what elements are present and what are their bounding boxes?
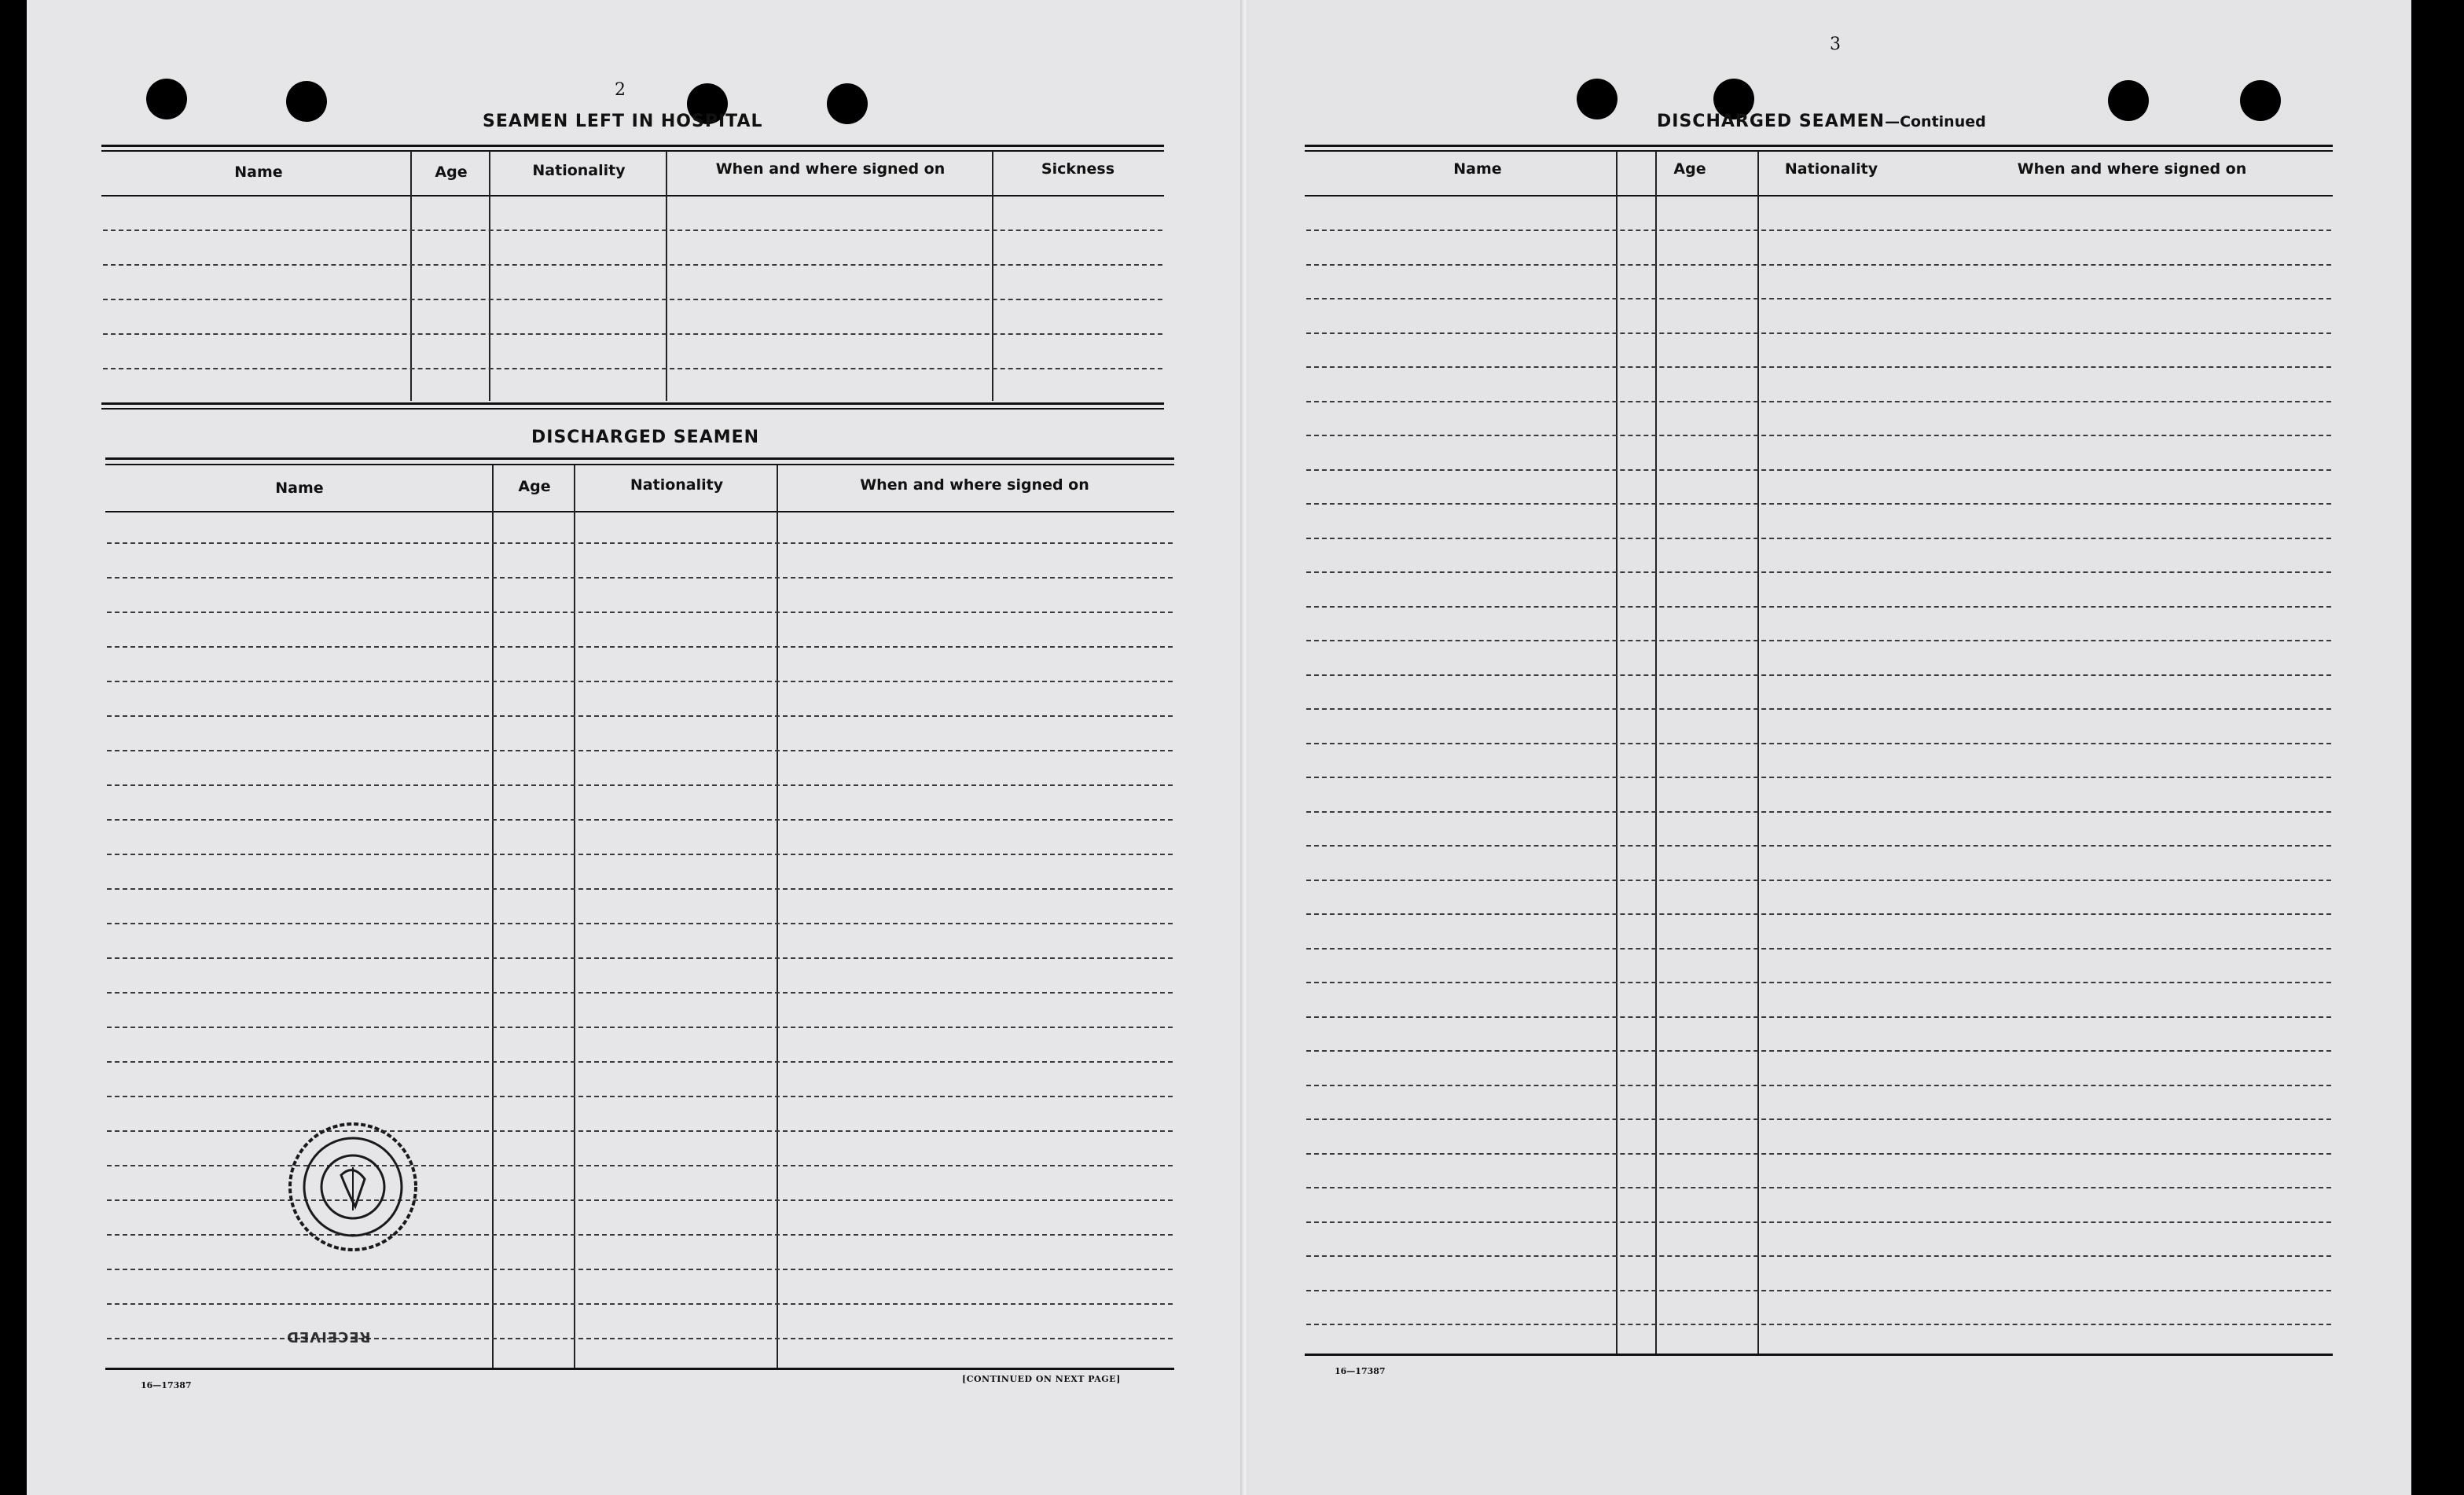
hospital-col-signed: When and where signed on: [715, 160, 946, 178]
hospital-col-nationality: Nationality: [532, 162, 626, 179]
right-col-nationality: Nationality: [1784, 160, 1878, 178]
row-line: [1306, 1187, 2331, 1188]
row-line: [1306, 708, 2331, 710]
hospital-col-divider: [992, 151, 993, 401]
right-col-signed: When and where signed on: [2017, 160, 2247, 178]
row-line: [1306, 1255, 2331, 1257]
row-line: [107, 854, 1173, 855]
discharged-top-rule-2: [105, 464, 1174, 465]
discharged-col-name: Name: [275, 479, 324, 497]
discharged-col-divider: [492, 465, 494, 1368]
form-number: 16—17387: [141, 1380, 192, 1390]
row-line: [1306, 1221, 2331, 1223]
row-line: [1306, 1050, 2331, 1052]
row-line: [1306, 264, 2331, 266]
right-col-age: Age: [1673, 160, 1706, 178]
discharged-bottom-rule: [105, 1368, 1174, 1370]
discharged-col-age: Age: [518, 478, 551, 495]
right-title-continued: —Continued: [1885, 113, 1986, 130]
right-header-rule: [1305, 195, 2333, 197]
row-line: [103, 230, 1162, 231]
row-line: [1306, 845, 2331, 847]
row-line: [1306, 538, 2331, 539]
hospital-top-rule: [101, 145, 1164, 147]
bleed-through: [1009, 920, 1245, 939]
punch-hole: [827, 83, 868, 124]
hospital-top-rule-2: [101, 150, 1164, 152]
row-line: [1306, 469, 2331, 471]
row-line: [107, 1234, 1173, 1236]
page-number: 2: [615, 80, 626, 100]
discharged-header-rule: [105, 511, 1174, 512]
row-line: [1306, 1324, 2331, 1325]
right-col-divider: [1757, 151, 1759, 1354]
row-line: [1306, 1118, 2331, 1120]
row-line: [1306, 948, 2331, 950]
row-line: [107, 1096, 1173, 1097]
received-stamp: [286, 1120, 420, 1254]
row-line: [107, 681, 1173, 682]
row-line: [1306, 332, 2331, 334]
row-line: [107, 819, 1173, 821]
row-line: [1306, 503, 2331, 505]
hospital-col-divider: [410, 151, 412, 401]
row-line: [1306, 606, 2331, 608]
row-line: [1306, 1153, 2331, 1155]
hospital-col-divider: [489, 151, 490, 401]
row-line: [1306, 811, 2331, 813]
hospital-col-age: Age: [435, 163, 468, 181]
row-line: [107, 1130, 1173, 1132]
right-title: [1657, 112, 1986, 131]
hospital-col-name: Name: [234, 163, 283, 181]
row-line: [107, 1338, 1173, 1339]
hospital-col-divider: [666, 151, 667, 401]
row-line: [107, 888, 1173, 890]
punch-hole: [2108, 80, 2149, 121]
right-top-rule-2: [1305, 150, 2333, 152]
punch-hole: [1577, 79, 1618, 119]
punch-hole: [146, 79, 187, 119]
row-line: [1306, 674, 2331, 676]
row-line: [107, 957, 1173, 959]
row-line: [1306, 777, 2331, 778]
hospital-title: SEAMEN LEFT IN HOSPITAL: [483, 112, 763, 131]
stamp-label: RECEIVED: [286, 1328, 371, 1345]
row-line: [1306, 571, 2331, 573]
row-line: [1306, 640, 2331, 641]
form-number: 16—17387: [1335, 1366, 1386, 1376]
right-title-main: DISCHARGED SEAMEN: [1657, 112, 1886, 131]
hospital-header-rule: [101, 195, 1164, 197]
row-line: [103, 333, 1162, 335]
right-bottom-rule: [1305, 1354, 2333, 1356]
row-line: [1306, 366, 2331, 368]
hospital-col-sickness: Sickness: [1041, 160, 1115, 178]
discharged-col-divider: [574, 465, 575, 1368]
row-line: [107, 750, 1173, 751]
right-col-name: Name: [1453, 160, 1502, 178]
row-line: [107, 646, 1173, 648]
row-line: [107, 715, 1173, 717]
left-page: [27, 0, 1245, 1495]
discharged-col-divider: [777, 465, 778, 1368]
row-line: [107, 612, 1173, 613]
row-line: [1306, 1085, 2331, 1086]
row-line: [103, 264, 1162, 266]
right-top-rule: [1305, 145, 2333, 147]
row-line: [103, 299, 1162, 300]
row-line: [1306, 401, 2331, 402]
hospital-bottom-rule: [101, 402, 1164, 405]
punch-hole: [2240, 80, 2281, 121]
row-line: [1306, 913, 2331, 915]
row-line: [107, 1269, 1173, 1270]
discharged-col-signed: When and where signed on: [860, 476, 1089, 494]
continued-note: [CONTINUED ON NEXT PAGE]: [962, 1374, 1121, 1384]
discharged-col-nationality: Nationality: [630, 476, 724, 494]
hospital-bottom-rule-2: [101, 408, 1164, 410]
row-line: [103, 368, 1162, 369]
punch-hole: [286, 81, 327, 122]
row-line: [1306, 1290, 2331, 1291]
row-line: [1306, 435, 2331, 436]
discharged-top-rule: [105, 457, 1174, 460]
page-number: 3: [1830, 35, 1841, 54]
discharged-title: DISCHARGED SEAMEN: [531, 428, 760, 447]
right-col-divider: [1616, 151, 1618, 1354]
row-line: [107, 1199, 1173, 1201]
row-line: [1306, 298, 2331, 299]
row-line: [1306, 880, 2331, 881]
right-col-divider: [1655, 151, 1657, 1354]
row-line: [107, 577, 1173, 579]
row-line: [107, 542, 1173, 544]
row-line: [107, 784, 1173, 786]
row-line: [107, 1303, 1173, 1305]
row-line: [107, 1061, 1173, 1063]
row-line: [107, 1027, 1173, 1028]
row-line: [1306, 1016, 2331, 1018]
row-line: [107, 992, 1173, 994]
row-line: [1306, 743, 2331, 744]
row-line: [107, 1165, 1173, 1166]
right-page: [1248, 0, 2411, 1495]
row-line: [1306, 230, 2331, 231]
row-line: [1306, 982, 2331, 983]
